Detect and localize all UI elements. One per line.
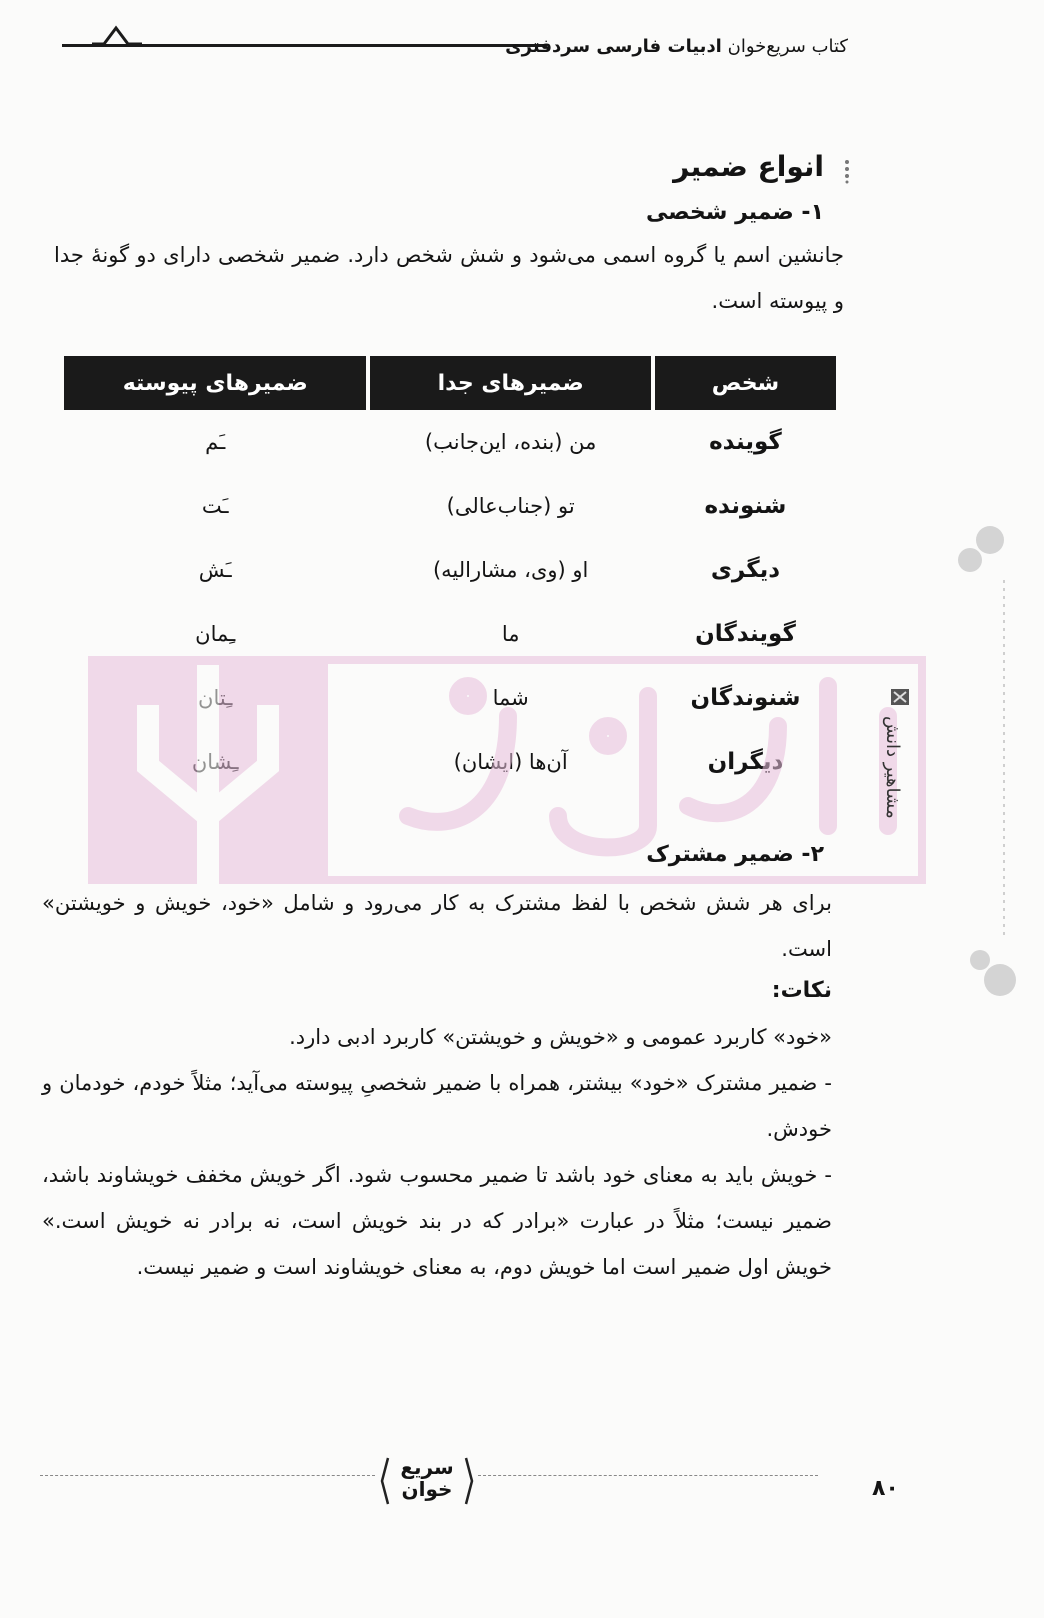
cell-separate: آن‌ها (ایشان) — [453, 750, 568, 774]
cell-person: شنونده — [704, 493, 787, 519]
personal-pronoun-heading: ۱- ضمیر شخصی — [646, 200, 824, 225]
cell-attached: ـَم — [205, 430, 226, 454]
column-header-person: شخص — [655, 356, 836, 410]
cell-separate: ما — [501, 622, 520, 646]
cell-person: گوینده — [709, 429, 782, 455]
page-number: ۸۰ — [872, 1476, 899, 1501]
table-header-row — [64, 356, 836, 410]
footer-rule-right — [478, 1475, 818, 1477]
cell-person: دیگران — [707, 749, 784, 775]
common-pronoun-heading: ۲- ضمیر مشترک — [646, 842, 824, 867]
cell-person: دیگری — [710, 557, 781, 583]
note-item: - ضمیر مشترک «خود» بیشتر، همراه با ضمیر شخصیِ پیوسته می‌آید؛ مثلاً خودم، خودمان و خودش. — [42, 1071, 832, 1141]
running-header — [505, 36, 848, 57]
table-row — [64, 538, 836, 602]
table-row — [64, 474, 836, 538]
section-bullet-icon — [842, 158, 852, 184]
header-series: کتاب سریع‌خوان — [727, 36, 848, 57]
note-item: «خود» کاربرد عمومی و «خویش و خویشتن» کاربرد ادبی دارد. — [289, 1025, 832, 1049]
column-header-separate: ضمیرهای جدا — [370, 356, 650, 410]
cell-attached: ـَت — [201, 494, 229, 518]
cell-separate: او (وی، مشارالیه) — [432, 558, 589, 582]
note-item: - خویش باید به معنای خود باشد تا ضمیر محسوب شود. اگر خویش مخفف خویشاوند باشد، ضمیر نیست؛ مثلاً در عبارت «برادر که در بند خویش است، نه برادر نه خویش است.» خویش اول ضمیر است اما خویش دوم، به معنای خویشاوند است و ضمیر نیست. — [42, 1163, 832, 1279]
cell-separate: شما — [492, 686, 529, 710]
cell-person: گویندگان — [695, 621, 796, 647]
column-header-attached: ضمیرهای پیوسته — [64, 356, 366, 410]
side-label — [882, 716, 922, 876]
cell-attached: ـَش — [198, 558, 232, 582]
notes-heading: نکات: — [771, 978, 832, 1003]
cell-person: شنوندگان — [690, 685, 801, 711]
footer-rule-left — [40, 1475, 375, 1477]
side-label-text: مشاهیر دانش — [882, 716, 903, 819]
section-title: انواع ضمیر — [673, 150, 824, 183]
header-title: ادبیات فارسی سردفتری — [505, 36, 722, 57]
cell-separate: من (بنده، این‌جانب) — [424, 430, 597, 454]
personal-pronoun-paragraph: جانشین اسم یا گروه اسمی می‌شود و شش شخص دارد. ضمیر شخصی دارای دو گونهٔ جدا و پیوسته است. — [54, 243, 844, 313]
header-notch-ornament — [92, 24, 142, 48]
margin-decoration — [930, 520, 1020, 1010]
footer-logo-line1: سریع — [400, 1455, 454, 1479]
side-ornament-icon — [890, 688, 910, 706]
common-pronoun-paragraph: برای هر شش شخص با لفظ مشترک به کار می‌رود و شامل «خود، خویش و خویشتن» است. — [42, 891, 832, 961]
cell-separate: تو (جناب‌عالی) — [446, 494, 575, 518]
table-row — [64, 410, 836, 474]
footer-logo — [388, 1456, 466, 1500]
cell-attached: ـِمان — [195, 622, 236, 646]
footer-logo-line2: خوان — [401, 1477, 453, 1501]
